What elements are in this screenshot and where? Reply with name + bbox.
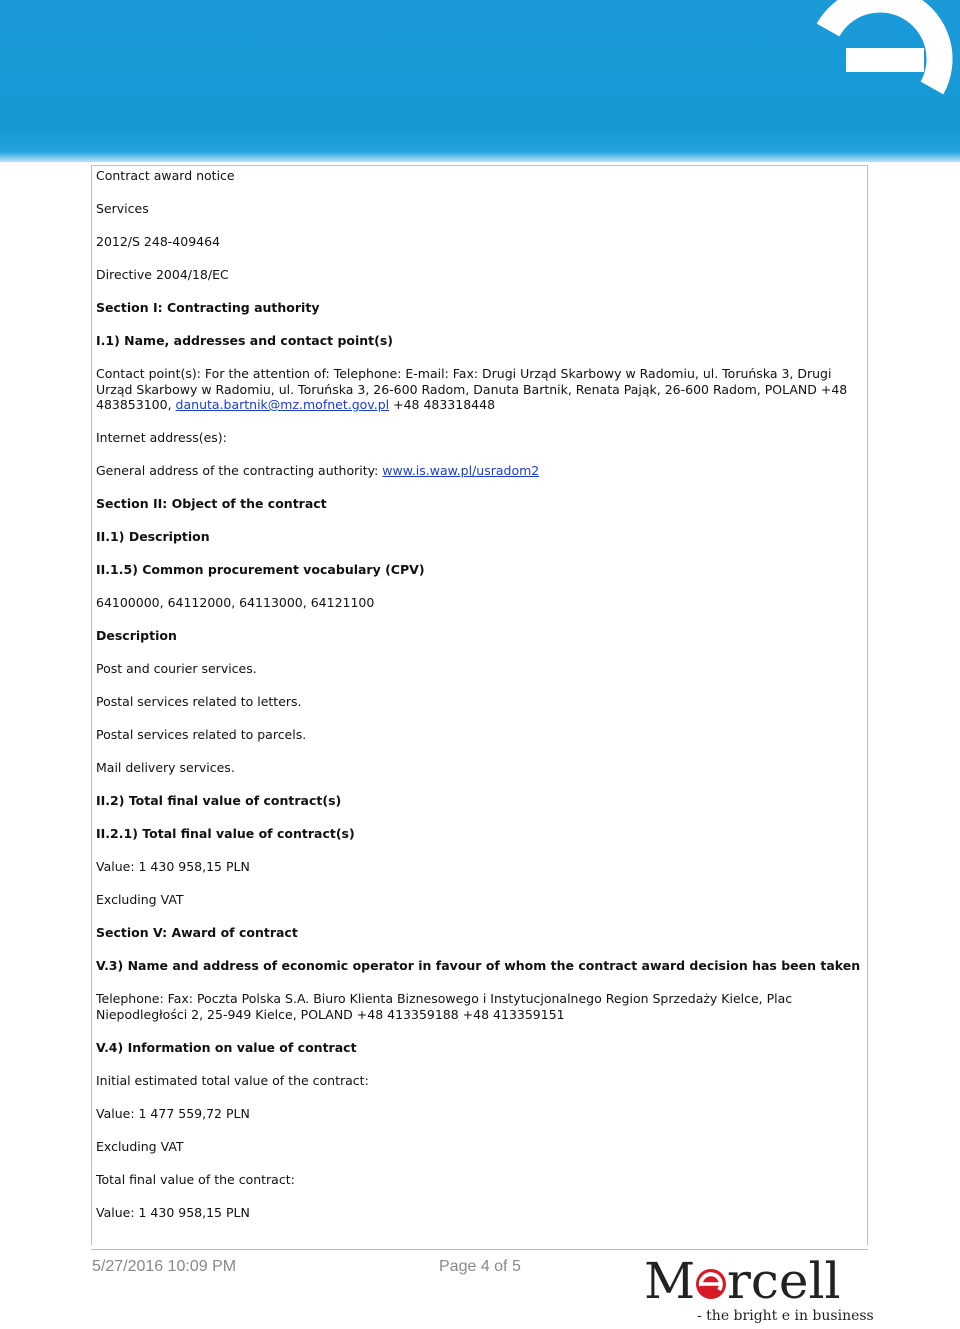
notice-directive: Directive 2004/18/EC [96, 267, 229, 282]
footer-divider [91, 1249, 868, 1250]
total-value: Value: 1 430 958,15 PLN [96, 859, 250, 874]
general-address-paragraph [96, 463, 861, 479]
description-item: Postal services related to letters. [96, 694, 302, 709]
cpv-codes: 64100000, 64112000, 64113000, 64121100 [96, 595, 375, 610]
contact-email-link[interactable]: danuta.bartnik@mz.mofnet.gov.pl [175, 397, 390, 412]
final-value: Value: 1 430 958,15 PLN [96, 1204, 250, 1220]
description-item: Mail delivery services. [96, 760, 235, 775]
final-value-label: Total final value of the contract: [96, 1171, 295, 1187]
header-banner [0, 0, 960, 162]
description-item: Post and courier services. [96, 661, 257, 676]
section-5-title: Section V: Award of contract [96, 925, 298, 940]
section-5-4-title: V.4) Information on value of contract [96, 1039, 357, 1055]
contact-paragraph [96, 366, 861, 413]
initial-value-label: Initial estimated total value of the contract: [96, 1072, 369, 1088]
notice-heading: Contract award notice [96, 168, 235, 183]
contact-text: Contact point(s): For the attention of: Telephone: E-mail: Fax: Drugi Urząd Skarbowy w Radomiu, ul. Toruńska 3, Drugi Urząd Skarbowy w Radomiu, ul. Toruńska 3, 26-600 Radom, Danuta Bartnik, Renata Pająk, 26-600 Radom, POLAND +48 483853100, [96, 366, 848, 412]
operator-details: Telephone: Fax: Poczta Polska S.A. Biuro Klienta Biznesowego i Instytucjonalnego Region Sprzedaży Kielce, Plac Niepodległości 2, 25-949 Kielce, POLAND +48 413359188 +48 413359151 [96, 991, 793, 1022]
svg-text:M: M [644, 1256, 696, 1304]
section-1-title: Section I: Contracting authority [96, 300, 320, 315]
internet-address-label: Internet address(es): [96, 430, 227, 445]
section-2-1-title: II.1) Description [96, 529, 210, 544]
footer-date: 5/27/2016 10:09 PM [92, 1258, 237, 1275]
initial-value-vat: Excluding VAT [96, 1138, 184, 1154]
document-body [96, 168, 861, 1238]
footer-page-number: Page 4 of 5 [439, 1258, 521, 1275]
section-2-1-5-title: II.1.5) Common procurement vocabulary (CPV) [96, 562, 425, 577]
description-item: Postal services related to parcels. [96, 727, 307, 742]
section-2-title: Section II: Object of the contract [96, 496, 327, 511]
notice-reference: 2012/S 248-409464 [96, 234, 221, 249]
initial-value: Value: 1 477 559,72 PLN [96, 1105, 250, 1121]
section-2-2-1-title: II.2.1) Total final value of contract(s) [96, 826, 355, 841]
svg-text:rcell: rcell [727, 1256, 841, 1304]
marcell-logo [644, 1256, 844, 1304]
section-2-2-title: II.2) Total final value of contract(s) [96, 793, 342, 808]
brand-tagline: - the bright e in business [697, 1308, 874, 1324]
contact-fax: +48 483318448 [393, 397, 496, 412]
total-value-vat: Excluding VAT [96, 892, 184, 907]
general-address-link[interactable]: www.is.waw.pl/usradom2 [382, 463, 540, 478]
section-5-3-title: V.3) Name and address of economic operator in favour of whom the contract award decision has been taken [96, 958, 861, 973]
e-logo-icon [800, 0, 960, 120]
description-label: Description [96, 628, 177, 643]
notice-type: Services [96, 201, 149, 216]
section-1-1-title: I.1) Name, addresses and contact point(s) [96, 333, 394, 348]
general-address-label: General address of the contracting authority: [96, 463, 379, 478]
